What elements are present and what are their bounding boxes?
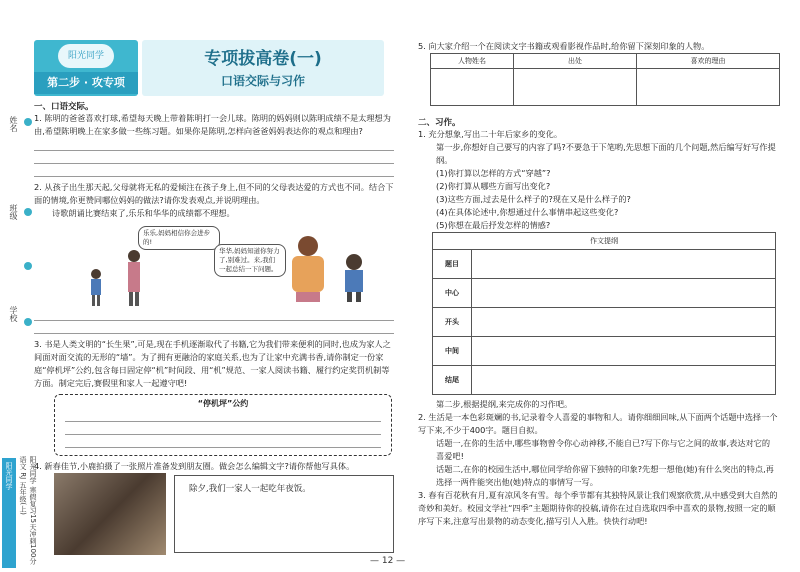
binding-hole-icon [24, 262, 32, 270]
table-cell[interactable] [431, 69, 514, 106]
guide-question: (1)你打算以怎样的方式“穿越”? [436, 168, 551, 178]
guide-question: (4)在具体论述中,你想通过什么事情串起这些变化? [436, 207, 619, 217]
school-label: 学校 [9, 306, 18, 322]
logo-panel [34, 40, 138, 96]
section-heading: 一、口语交际。 [34, 102, 94, 112]
answer-line[interactable] [65, 409, 381, 422]
speech-bubble-2: 华华,妈妈知道你努力了,别难过。来,我们一起总结一下问题。 [214, 244, 286, 277]
table-header: 喜欢的理由 [637, 54, 780, 69]
question-2-scene: 诗歌朗诵比赛结束了,乐乐和华华的成绩都不理想。 [52, 208, 235, 218]
writing-task-3: 3. 春有百花秋有月,夏有凉风冬有雪。每个季节都有其独特风景让我们观察欣赏,从中感受到大自然的奇妙和美好。校园文学社“四季”主题期待你的投稿,请你在过自选取四季中喜欢的景物,按照一定的顺序写下来,注意写出景物的动态变化,描写引人入胜。快快行动吧! [418, 490, 778, 526]
binding-margin [0, 0, 37, 572]
question-1: 1. 陈明的爸爸喜欢打球,希望每天晚上带着陈明打一会儿球。陈明的妈妈则以陈明成绩不是太理想为由,希望陈明晚上在家多做一些练习题。如果你是陈明,怎样向爸爸妈妈表达你的观点和理由? [34, 113, 391, 136]
answer-line[interactable] [65, 435, 381, 448]
family-dinner-photo [54, 473, 166, 555]
table-cell[interactable] [637, 69, 780, 106]
brand-strip [2, 458, 16, 568]
writing-task-1-step1: 第一步,你想好自己要写的内容了吗?不要急于下笔哟,先思想下面的几个问题,然后编写好写作提纲。 [436, 142, 776, 165]
outline-row-label: 题目 [433, 250, 472, 279]
outline-cell[interactable] [472, 308, 776, 337]
outline-title: 作文提纲 [433, 233, 776, 250]
logo: 阳光同学 [58, 44, 114, 68]
binding-hole-icon [24, 118, 32, 126]
title-banner [34, 40, 384, 96]
table-cell[interactable] [514, 69, 637, 106]
mother-child-figure [74, 248, 154, 308]
outline-row-label: 开头 [433, 308, 472, 337]
right-column [418, 40, 778, 562]
topic-2: 话题二,在你的校园生活中,哪位同学给你留下独特的印象?先想一想他(她)有什么突出的特点,再选择一两件能突出他(她)特点的事情写一写。 [436, 464, 774, 487]
speech-bubble-1: 乐乐,妈妈相信你会进步的! [138, 226, 220, 250]
brand-strip-label: 阳光同学 [5, 462, 13, 490]
page-title: 专项拔高卷(一) [204, 49, 322, 69]
outline-row-label: 中心 [433, 279, 472, 308]
outline-table [432, 232, 776, 395]
page-number: — 12 — [370, 556, 406, 566]
outline-cell[interactable] [472, 366, 776, 395]
binding-hole-icon [24, 318, 32, 326]
answer-line[interactable] [34, 138, 394, 151]
step-label: 第二步 · 攻专项 [34, 72, 138, 94]
writing-task-2: 2. 生活是一本色彩斑斓的书,记录着令人喜爱的事物和人。请你细细回味,从下面两个话题中选择一个写下来,不少于400字。题目自拟。 [418, 412, 778, 435]
question-4: 4. 新春佳节,小鹿拍摄了一张照片准备发到朋友圈。做会怎么编辑文字?请你帮他写具体。 [34, 461, 355, 471]
table-header: 出处 [514, 54, 637, 69]
answer-line[interactable] [34, 164, 394, 177]
left-column [34, 40, 394, 562]
photo-area [34, 473, 394, 557]
title-panel [142, 40, 384, 96]
answer-line[interactable] [65, 422, 381, 435]
mother-son-figure [278, 232, 378, 304]
class-label: 班级 [9, 204, 18, 220]
guide-question: (2)你打算从哪些方面写出变化? [436, 181, 551, 191]
outline-row-label: 结尾 [433, 366, 472, 395]
pact-box[interactable] [54, 394, 392, 456]
outline-cell[interactable] [472, 250, 776, 279]
book-meta: 阳光同学 寒假复习15天冲刺100分 语文 RJ 五年级(上) [19, 456, 37, 565]
answer-line[interactable] [34, 308, 394, 321]
writing-task-1-step2: 第二步,根据提纲,来完成你的习作吧。 [436, 399, 573, 409]
outline-row-label: 中间 [433, 337, 472, 366]
outline-cell[interactable] [472, 279, 776, 308]
name-label: 姓名 [9, 116, 18, 132]
caption-box[interactable] [174, 475, 394, 553]
table-header: 人物姓名 [431, 54, 514, 69]
caption-text: 除夕,我们一家人一起吃年夜饭。 [189, 484, 311, 494]
pact-title: “停机坪”公约 [197, 399, 249, 408]
question-3: 3. 书是人类文明的“长生果”,可是,现在手机逐渐取代了书籍,它为我们带来便利的同时,也成为家人之间面对面交流的无形的“墙”。为了拥有更融洽的家庭关系,也为了让家中充满书香,请你制定一份家庭“停机坪”公约,包含每日固定停“机”时间段、用“机”规范、一家人阅读书籍、履行约定奖罚机制等方面。制定完后,赛假里和家人一起遵守吧! [34, 339, 391, 388]
illustration [34, 220, 394, 308]
question-2: 2. 从孩子出生那天起,父母就将无私的爱倾注在孩子身上,但不同的父母表达爱的方式也不同。结合下面的情境,你更赞同哪位妈妈的做法?请你发表观点,并说明理由。 [34, 182, 394, 205]
page-subtitle: 口语交际与习作 [220, 74, 305, 88]
guide-question: (5)你想在最后抒发怎样的情感? [436, 220, 551, 230]
writing-task-1: 1. 充分想象,写出二十年后家乡的变化。 [418, 129, 563, 139]
section-heading: 二、习作。 [418, 118, 461, 128]
guide-question: (3)这些方面,过去是什么样子的?现在又是什么样子的? [436, 194, 631, 204]
question-5: 5. 向大家介绍一个在阅读文字书籍或观看影视作品时,给你留下深刻印象的人物。 [418, 41, 710, 51]
character-table [430, 53, 780, 106]
outline-cell[interactable] [472, 337, 776, 366]
answer-line[interactable] [34, 321, 394, 334]
topic-1: 话题一,在你的生活中,哪些事物曾令你心动神移,不能自已?写下你与它之间的故事,表达对它的喜爱吧! [436, 438, 771, 461]
answer-line[interactable] [34, 151, 394, 164]
binding-hole-icon [24, 208, 32, 216]
